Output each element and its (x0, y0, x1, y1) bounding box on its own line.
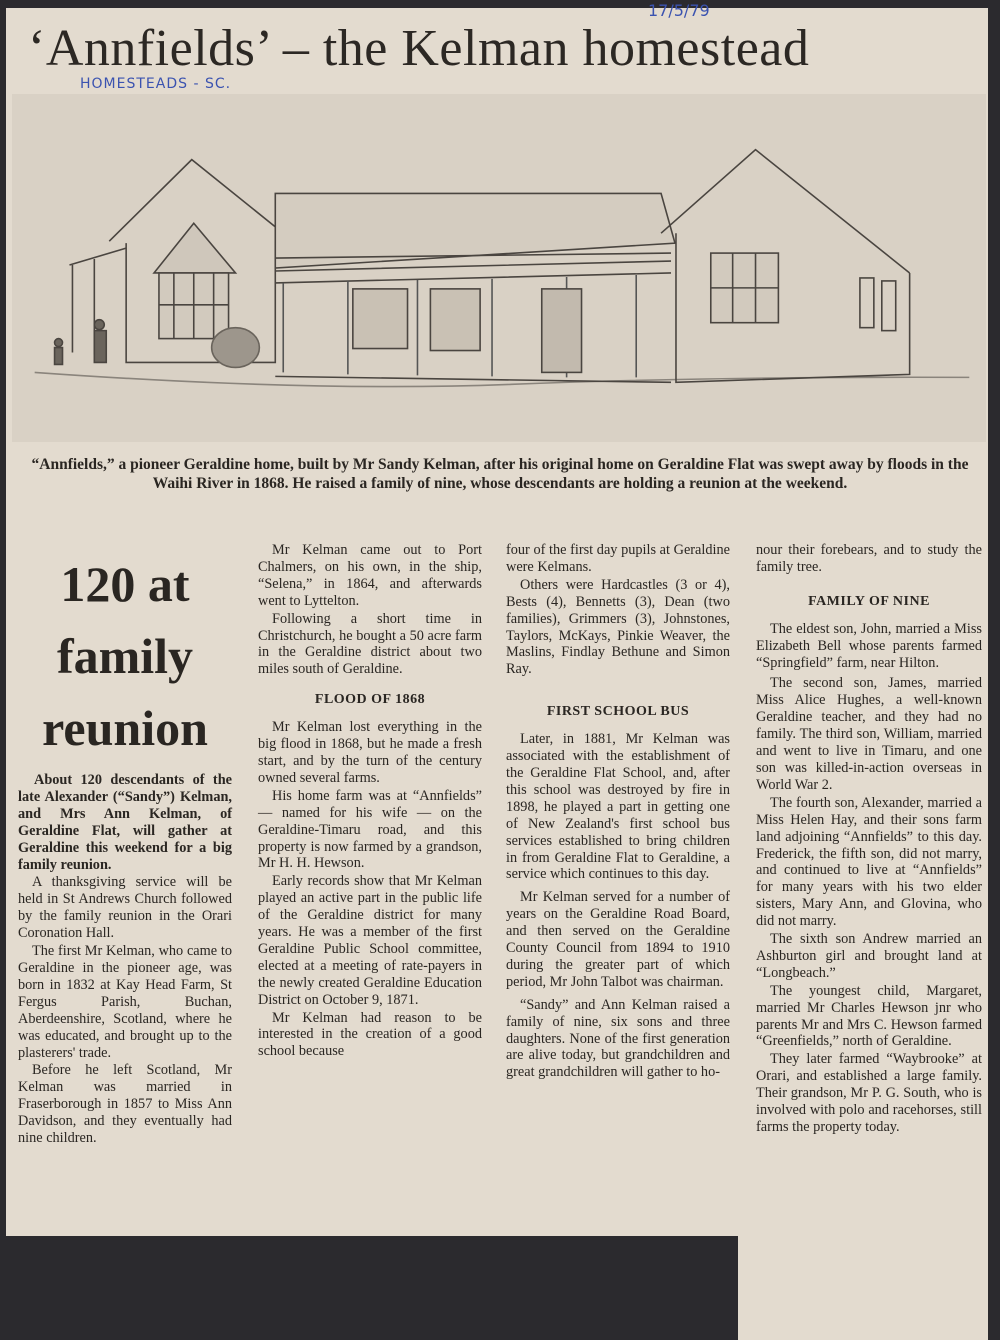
paragraph: The youngest child, Margaret, married Mr Charles Hewson jnr who parents Mr and Mrs C. Hewson farmed “Greenfields,” north of Geraldine. (756, 982, 982, 1050)
paragraph: Mr Kelman had reason to be interested in the creation of a good school because (258, 1009, 482, 1060)
newspaper-clipping-tail (738, 1230, 988, 1340)
paragraph: Mr Kelman came out to Port Chalmers, on his own, in the ship, “Selena,” in 1864, and afterwards went to Lyttelton. (258, 542, 482, 609)
paragraph: Later, in 1881, Mr Kelman was associated with the establishment of the Geraldine Flat School, and, after this school was destroyed by fire in 1898, he played a part in getting one of New Zealand's first school bus services established to bring children in from Geraldine Flat to Geraldine, a service which continues to this day. (506, 731, 730, 883)
paragraph: The eldest son, John, married a Miss Elizabeth Bell whose parents farmed “Springfield” farm, near Hilton. (756, 620, 982, 671)
photo-caption: “Annfields,” a pioneer Geraldine home, built by Mr Sandy Kelman, after his original home on Geraldine Flat was swept away by floods in the Waihi River in 1868. He raised a family of nine, whose descendants are holding a reunion at the weekend. (31, 456, 969, 492)
handwritten-tag: HOMESTEADS - SC. (80, 76, 232, 92)
paragraph: They later farmed “Waybrooke” at Orari, and established a large family. Their grandson, Mr P. G. South, who is involved with polo and racehorses, still farms the property today. (756, 1051, 982, 1135)
subheading-family: FAMILY OF NINE (808, 593, 930, 609)
paragraph: A thanksgiving service will be held in St Andrews Church followed by the family reunion in the Orari Coronation Hall. (18, 874, 232, 942)
paragraph: “Sandy” and Ann Kelman raised a family of nine, six sons and three daughters. None of the first generation are alive today, but grandchildren and great grandchildren will gather to ho- (506, 996, 730, 1081)
paragraph: The second son, James, married Miss Alice Hughes, a well-known Geraldine teacher, and they had no family. The third son, William, married and went to live in Timaru, and one son was killed-in-action overseas in World War 2. (756, 675, 982, 793)
column-3 (506, 542, 730, 1081)
paragraph: The fourth son, Alexander, married a Miss Helen Hay, and their sons farm land adjoining “Annfields” to this day. Frederick, the fifth son, did not marry, and continued to live at “Annfields” for many years with his two elder sisters, Mary Ann, and Glovina, who did not marry. (756, 794, 982, 930)
column-1 (18, 548, 232, 1147)
headline: ‘Annfields’ – the Kelman homestead (28, 20, 810, 77)
paragraph: His home farm was at “Annfields” — named for his wife — on the Geraldine-Timaru road, and this property is now farmed by a grandson, Mr H. H. Hewson. (258, 787, 482, 872)
paragraph: The first Mr Kelman, who came to Geraldine in the pioneer age, was born in 1832 at Kay Head Farm, St Fergus Parish, Buchan, Aberdeenshire, Scotland, where he was educated, and brought up to the plasterers' trade. (18, 943, 232, 1061)
paragraph: four of the first day pupils at Geraldine were Kelmans. (506, 542, 730, 575)
story-headline: 120 at family reunion (42, 556, 208, 756)
paragraph: Others were Hardcastles (3 or 4), Bests (4), Bennetts (3), Dean (two families), Grimmers (3), Johnstones, Taylors, McKays, Pinkie Weaver, the Maslins, Findlay Bethune and Simon Ray. (506, 576, 730, 678)
paragraph: Before he left Scotland, Mr Kelman was married in Fraserborough in 1857 to Miss Ann Davidson, and they eventually had nine children. (18, 1062, 232, 1147)
subheading-bus: FIRST SCHOOL BUS (546, 704, 690, 720)
paragraph: Early records show that Mr Kelman played an active part in the public life of the Geraldine district for many years. He was a member of the first Geraldine Public School committee, elected at a meeting of rate-payers in the newly created Geraldine Education District on October 9, 1871. (258, 873, 482, 1008)
homestead-sketch (12, 94, 986, 442)
paragraph: nour their forebears, and to study the family tree. (756, 542, 982, 575)
column-4 (756, 542, 982, 1136)
paragraph: About 120 descendants of the late Alexander (“Sandy”) Kelman, and Mrs Ann Kelman, of Geraldine Flat, will gather at Geraldine this weekend for a big family reunion. (18, 772, 232, 873)
paragraph: The sixth son Andrew married an Ashburton girl and brought land at “Longbeach.” (756, 931, 982, 981)
paragraph: Following a short time in Christchurch, he bought a 50 acre farm in the Geraldine district about two miles south of Geraldine. (258, 610, 482, 678)
column-2 (258, 542, 482, 1060)
subheading-flood: FLOOD OF 1868 (314, 692, 426, 708)
paragraph: Mr Kelman lost everything in the big flood in 1868, but he made a fresh start, and by the turn of the century owned several farms. (258, 719, 482, 786)
handwritten-date: 17/5/79 (648, 1, 710, 20)
paragraph: Mr Kelman served for a number of years on the Geraldine Road Board, and then served on the Geraldine County Council from 1894 to 1910 during the greater part of which period, Mr John Talbot was chairman. (506, 889, 730, 990)
